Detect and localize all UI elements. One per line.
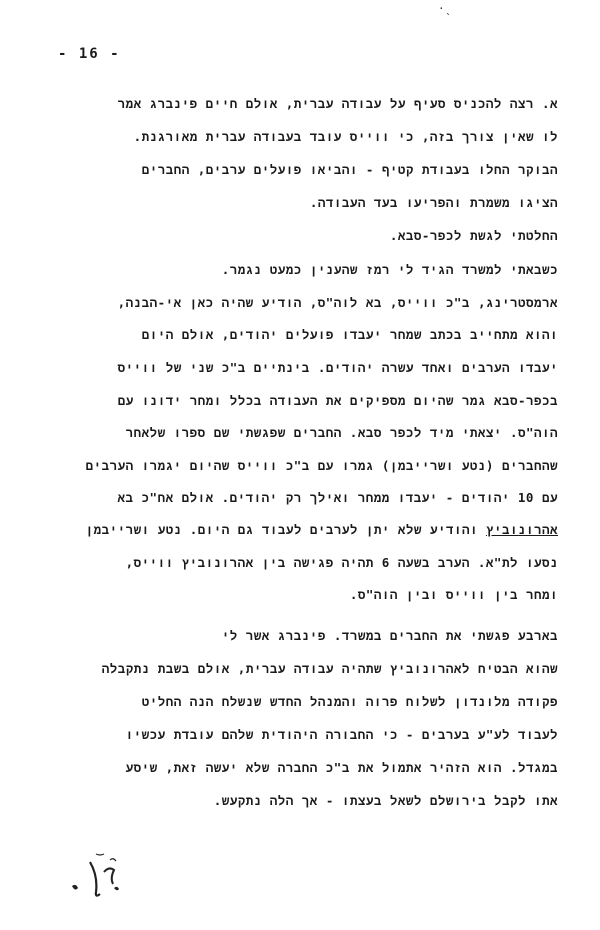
p3-line-1: בארבע פגשתי את החברים במשרד. פינברג אשר לי: [221, 628, 558, 643]
p2-line-9-rest: והודיע שלא יתן לערבים לעבוד גם היום. נטע ושרייבמן: [85, 522, 486, 537]
p3-line-2: שהוא הבטיח לאהרונוביץ שתהיה עבודה עברית, אולם בשבת נתקבלה: [101, 661, 558, 676]
p1-line-3: הבוקר החלו בעבודת קטיף - והביאו פועלים ערבים, החברים: [141, 162, 558, 177]
p2-line-1: כשבאתי למשרד הגיד לי רמז שהענין כמעט נגמר.: [221, 262, 558, 277]
p2-line-6: הוה"ס. יצאתי מיד לכפר סבא. החברים שפגשתי שם ספרו שלאחר: [125, 425, 558, 440]
p2-line-11: ומחר בין ווייס ובין הוה"ס.: [349, 587, 558, 602]
p2-line-10: נסעו לת"א. הערב בשעה 6 תהיה פגישה בין אהרונוביץ ווייס,: [125, 555, 558, 570]
p2-line-5: בכפר-סבא גמר שהיום מספיקים את העבודה בכלל ומחר ידונו עם: [117, 393, 558, 408]
scan-mark: ·ˎ: [438, 2, 452, 15]
p1-line-2: לו שאין צורך בזה, כי ווייס עובד בעבודה עברית מאורגנת.: [133, 129, 558, 144]
p2-line-4: יעבדו הערבים ואחד עשרה יהודים. בינתיים ב"כ שני של ווייס: [117, 360, 558, 375]
p1-line-4: הציגו משמרת והפריעו בעד העבודה.: [309, 195, 558, 210]
p1-line-5: החלטתי לגשת לכפר-סבא.: [389, 228, 558, 243]
p1-line-1: א. רצה להכניס סעיף על עבודה עברית, אולם חיים פינברג אמר: [117, 96, 558, 111]
p3-line-5: במגדל. הוא הזהיר אתמול את ב"כ החברה שלא יעשה זאת, שיסע: [125, 760, 558, 775]
p3-line-6: אתו לקבל בירושלם לשאל בעצתו - אך הלה נתקעש.: [213, 793, 558, 808]
p2-line-3: והוא מתחייב בכתב שמחר יעבדו פועלים יהודים, אולם היום: [141, 327, 558, 342]
underlined-name: אהרונוביץ: [485, 522, 558, 537]
p2-line-2: ארמסטרינג, ב"כ ווייס, בא לוה"ס, הודיע שהיה כאן אי-הבנה,: [117, 295, 558, 310]
page-number: - 16 -: [58, 46, 121, 62]
p2-line-9: [86, 522, 558, 538]
p3-line-4: לעבוד לע"ע בערבים - כי החבורה היהודית שלהם עובדת עכשיו: [125, 727, 558, 742]
p2-line-8: עם 10 יהודים - יעבדו ממחר ואילך רק יהודים. אולם אח"כ בא: [117, 490, 558, 505]
p2-line-7: שהחברים (נטע ושרייבמן) גמרו עם ב"כ ווייס שהיום יגמרו הערבים: [85, 458, 558, 473]
p3-line-3: פקודה מלונדון לשלוח פרוה והמנהל החדש שנשלח הנה החליט: [141, 694, 558, 709]
handwritten-mark: [66, 850, 136, 900]
